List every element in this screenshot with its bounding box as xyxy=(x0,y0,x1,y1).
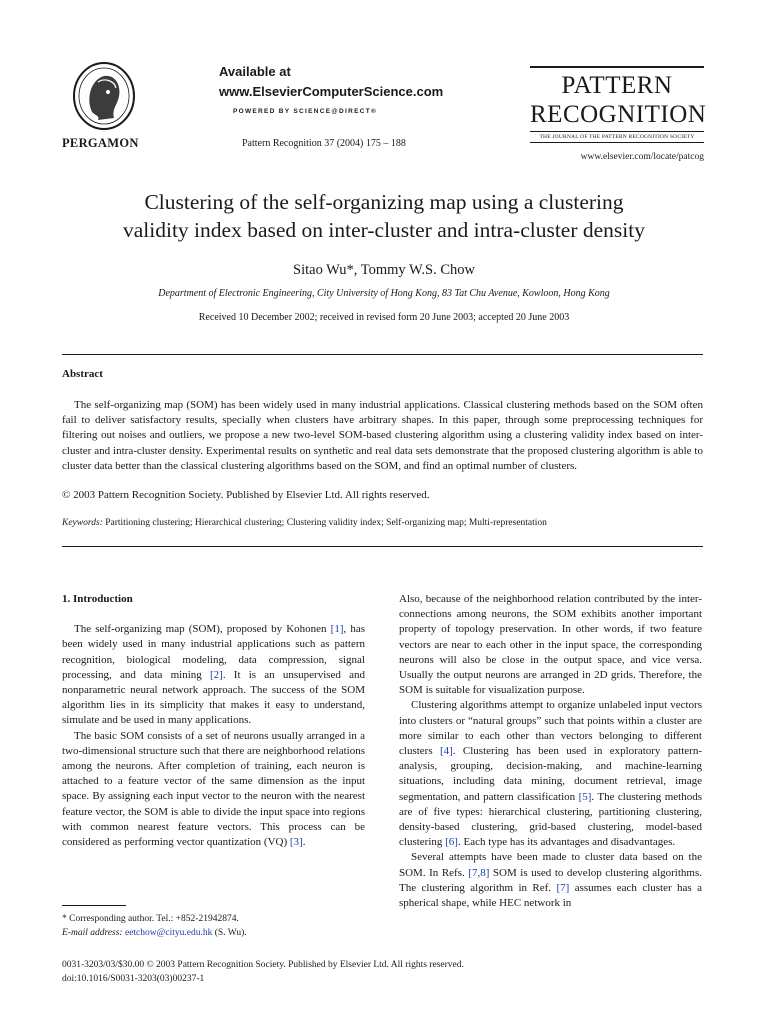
citation-link[interactable]: [7] xyxy=(556,881,570,894)
journal-masthead xyxy=(530,66,707,143)
journal-subtitle: THE JOURNAL OF THE PATTERN RECOGNITION SOCIETY xyxy=(530,131,704,143)
text-run: The self-organizing map (SOM), proposed by Kohonen xyxy=(74,623,331,636)
authors: Sitao Wu*, Tommy W.S. Chow xyxy=(293,262,475,278)
intro-paragraph-1 xyxy=(62,622,365,728)
text-run: assumes each cluster has a spherical shape, while HEC network in xyxy=(399,881,702,910)
divider-top xyxy=(62,354,703,355)
elsevier-tree-logo xyxy=(64,60,144,132)
footer-copyright: 0031-3203/03/$30.00 © 2003 Pattern Recognition Society. Published by Elsevier Ltd. All rights reserved. xyxy=(62,960,464,970)
email-suffix: (S. Wu). xyxy=(212,928,247,938)
citation-link[interactable]: [1] xyxy=(330,623,344,636)
text-run: . It is an unsupervised and nonparametric neural network approach. The success of the SOM algorithm lies in its simplicity that makes it easy to understand, simulate and be used in many applications. xyxy=(62,668,366,727)
right-paragraph-1: Also, because of the neighborhood relation contributed by the inter-connections among neurons, the SOM exhibits another important property of topology preservation. In other words, if two feature vectors are near to each other in the input space, the corresponding neurons will also be close in the output space, and vice versa. Usually the output neurons are arranged in 2D grids. Therefore, the SOM is suitable for visualization purpose. xyxy=(399,593,702,697)
keywords-label: Keywords: xyxy=(62,518,103,528)
journal-url-link[interactable]: www.elsevier.com/locate/patcog xyxy=(580,152,704,162)
journal-name-line2: RECOGNITION xyxy=(530,101,707,128)
abstract-text: The self-organizing map (SOM) has been widely used in many industrial applications. Classical clustering methods based on the SOM often fail to deliver satisfactory results, specially when clusters have arbitrary shapes. In this paper, through some preprocessing techniques for filtering out noises and outliers, we propose a new two-level SOM-based clustering algorithm using a clustering validity index based on inter-cluster and intra-cluster density. Experimental results on synthetic and real data sets demonstrate that the proposed clustering algorithm is able to cluster data better than the classical clustering algorithms based on the SOM, and find an optimal number of clusters. xyxy=(62,399,703,472)
article-title xyxy=(40,188,728,244)
email-label: E-mail address: xyxy=(62,928,125,938)
keywords xyxy=(62,518,703,528)
abstract-body xyxy=(62,398,703,474)
text-run: Clustering algorithms attempt to organize unlabeled input vectors into clusters or “natural groups” such that points within a cluster are more similar to each other than vectors belonging to different clusters xyxy=(399,699,702,758)
text-run: , has been widely used in many industrial applications such as pattern recognition, biological modeling, data compression, signal processing, and data mining xyxy=(62,623,365,681)
elsevier-cs-link[interactable]: www.ElsevierComputerScience.com xyxy=(219,84,444,99)
divider-bottom xyxy=(62,546,703,547)
right-column xyxy=(399,592,702,911)
citation-link[interactable]: [5] xyxy=(578,790,592,803)
footnote xyxy=(62,912,365,940)
footnote-email xyxy=(62,926,365,940)
email-link[interactable]: eetchow@cityu.edu.hk xyxy=(124,928,213,938)
spacer xyxy=(62,607,365,622)
abstract-copyright: © 2003 Pattern Recognition Society. Published by Elsevier Ltd. All rights reserved. xyxy=(62,489,430,501)
journal-name-line1: PATTERN xyxy=(561,72,673,99)
text-run: The basic SOM consists of a set of neurons usually arranged in a two-dimensional structure such that there are neighborhood relations among the neurons. After completion of training, each neuron is attached to a feature vector of the same dimension as the input space. By assigning each input vector to the neuron with the nearest feature vector, the SOM is able to divide the input space into regions with common nearest feature vectors. This process can be considered as performing vector quantization (VQ) xyxy=(62,729,365,849)
masthead-rule xyxy=(530,66,704,68)
right-paragraph-3 xyxy=(399,850,702,911)
journal-citation: Pattern Recognition 37 (2004) 175 – 188 xyxy=(242,138,406,149)
title-line-2: validity index based on inter-cluster and intra-cluster density xyxy=(123,218,645,242)
text-run: . The clustering methods are of five types: hierarchical clustering, partitioning clustering, density-based clustering, grid-based clustering, model-based clustering xyxy=(399,790,702,849)
footer-doi: doi:10.1016/S0031-3203(03)00237-1 xyxy=(62,974,205,984)
intro-paragraph-2 xyxy=(62,729,365,851)
keywords-text: Partitioning clustering; Hierarchical clustering; Clustering validity index; Self-organizing map; Multi-representation xyxy=(105,518,547,528)
received-dates: Received 10 December 2002; received in revised form 20 June 2003; accepted 20 June 2003 xyxy=(198,312,570,323)
title-line-1: Clustering of the self-organizing map using a clustering xyxy=(144,190,624,214)
text-run: SOM is used to develop clustering algorithms. The clustering algorithm in Ref. xyxy=(399,866,702,894)
citation-link[interactable]: [6] xyxy=(445,836,458,849)
footnote-rule xyxy=(62,905,126,906)
footnote-corresponding: * Corresponding author. Tel.: +852-21942874. xyxy=(62,914,239,924)
text-run: Several attempts have been made to cluster data based on the SOM. In Refs. xyxy=(399,851,702,879)
citation-link[interactable]: [2] xyxy=(210,668,223,681)
text-run: . Clustering has been used in exploratory pattern-analysis, grouping, decision-making, and machine-learning situations, including data mining, document retrieval, image segmentation, and pattern classification xyxy=(399,745,702,803)
citation-link[interactable]: [7,8] xyxy=(468,866,490,879)
section-heading-introduction: 1. Introduction xyxy=(62,593,133,605)
citation-link[interactable]: [4] xyxy=(439,745,453,758)
text-run: . xyxy=(302,836,306,849)
text-run: . Each type has its advantages and disadvantages. xyxy=(457,836,676,849)
available-at-label: Available at xyxy=(219,64,291,79)
publisher-name: PERGAMON xyxy=(62,136,139,150)
sciencedirect-logo: POWERED BY SCIENCE@DIRECT® xyxy=(233,108,378,115)
left-column xyxy=(62,592,365,850)
affiliation: Department of Electronic Engineering, City University of Hong Kong, 83 Tat Chu Avenue, Kowloon, Hong Kong xyxy=(158,288,610,299)
citation-link[interactable]: [3] xyxy=(289,836,303,849)
page-footer xyxy=(62,958,464,986)
abstract-heading: Abstract xyxy=(62,368,103,380)
right-paragraph-2 xyxy=(399,698,702,850)
